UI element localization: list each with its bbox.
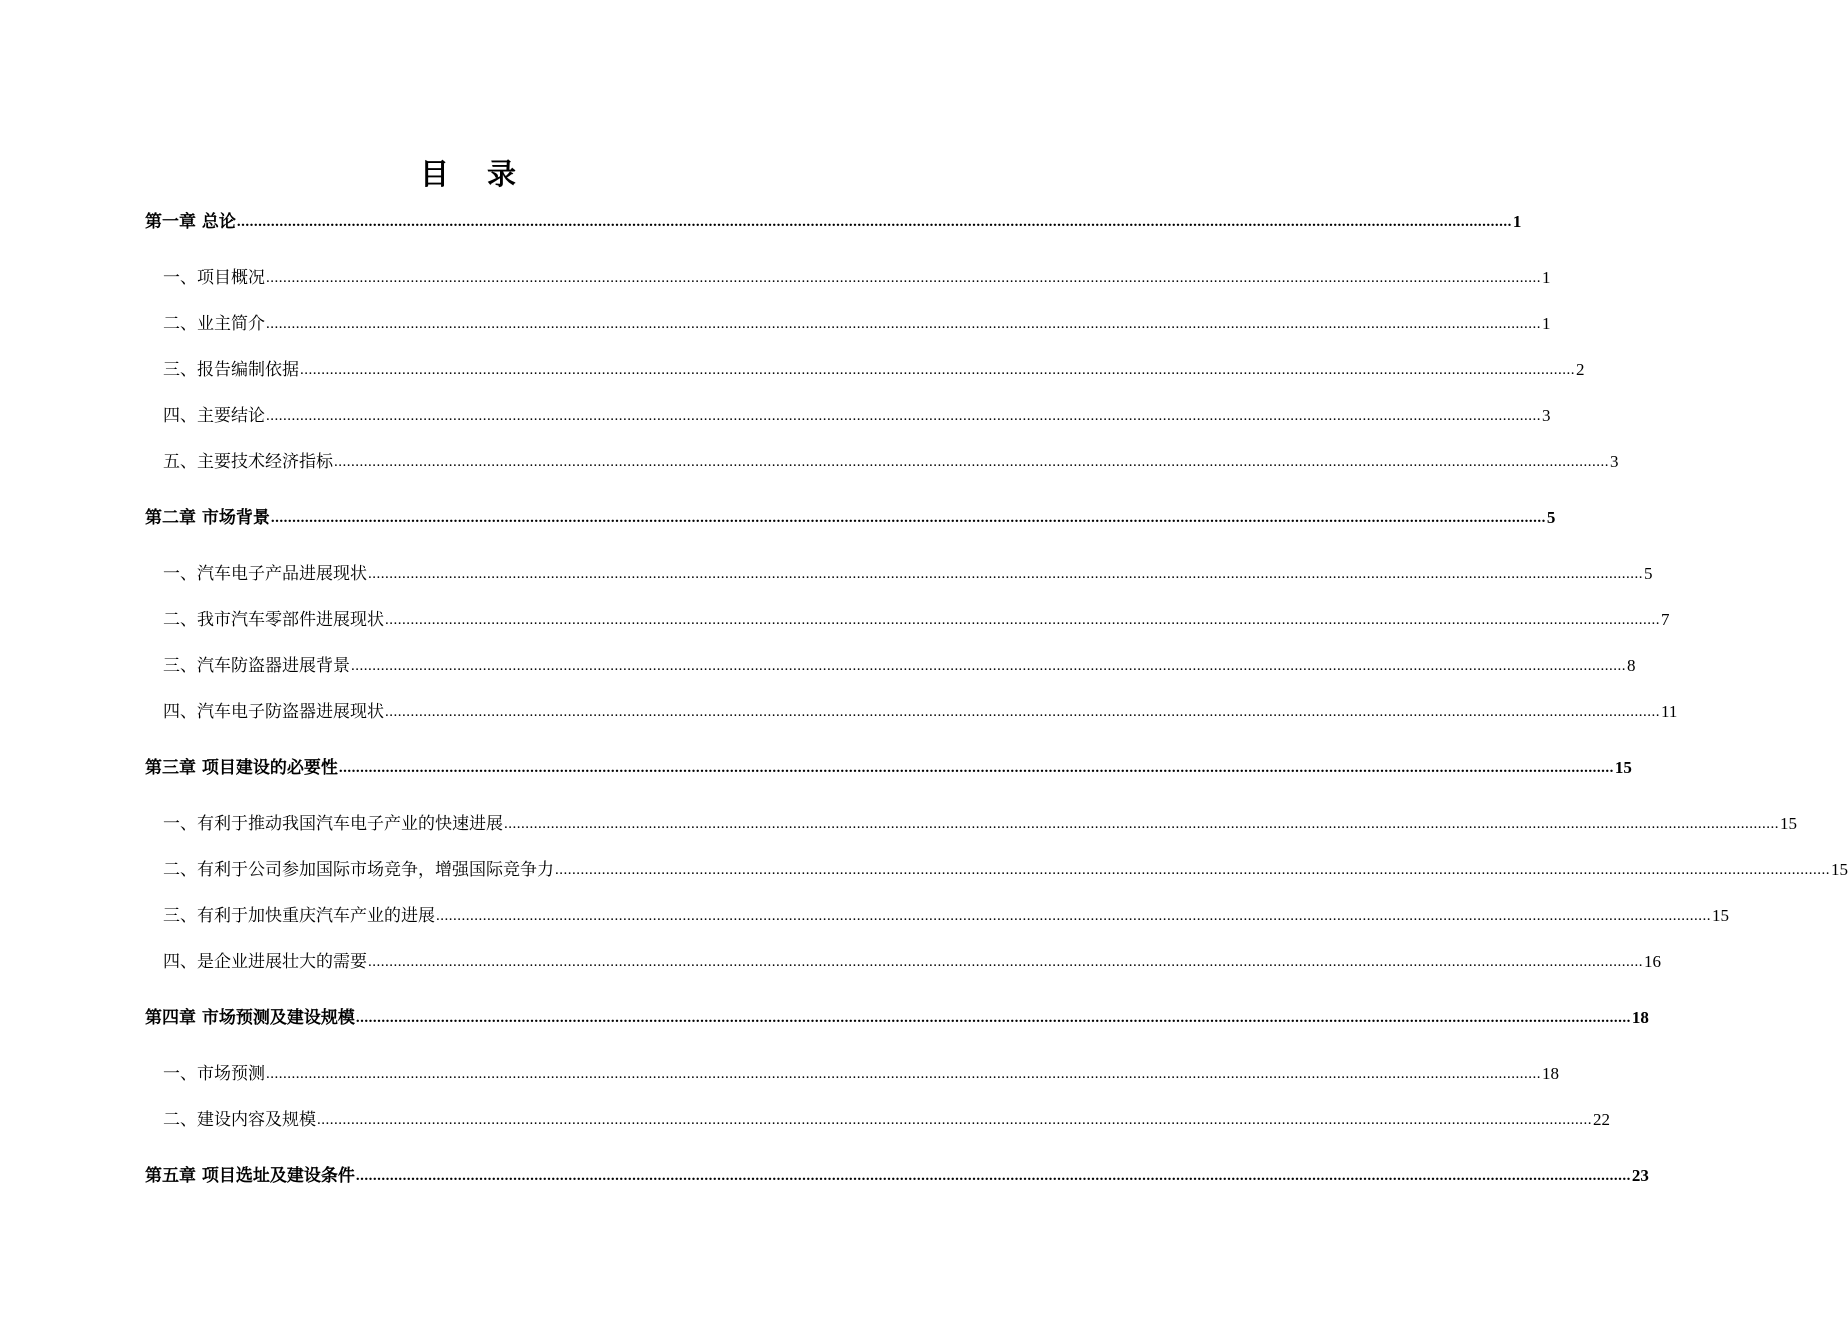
toc-entry[interactable] xyxy=(163,854,1848,880)
toc-entry-page: 1 xyxy=(1542,314,1551,333)
toc-entry[interactable] xyxy=(163,1058,1559,1084)
toc-leader-dots: ............................................................................................................................................................................................................................................................................................................ xyxy=(385,704,1660,720)
toc-entry[interactable] xyxy=(145,752,1632,778)
toc-leader-dots: ............................................................................................................................................................................................................................................................................................................ xyxy=(368,954,1643,970)
toc-entry[interactable] xyxy=(163,808,1797,834)
page-title: 目 录 xyxy=(419,157,531,191)
toc-entry-label: 第四章 市场预测及建设规模 xyxy=(145,1008,355,1028)
toc-entry-label: 一、有利于推动我国汽车电子产业的快速进展 xyxy=(163,814,503,834)
toc-entry[interactable] xyxy=(163,604,1670,630)
toc-leader-dots: ............................................................................................................................................................................................................................................................................................................ xyxy=(338,760,1614,776)
toc-entry-label: 四、主要结论 xyxy=(163,406,265,426)
toc-entry-page: 18 xyxy=(1542,1064,1559,1083)
toc-entry[interactable] xyxy=(163,946,1661,972)
toc-entry[interactable] xyxy=(163,900,1729,926)
toc-leader-dots: ............................................................................................................................................................................................................................................................................................................ xyxy=(266,316,1541,332)
toc-leader-dots: ............................................................................................................................................................................................................................................................................................................ xyxy=(266,408,1541,424)
toc-entry-label: 第二章 市场背景 xyxy=(145,508,270,528)
toc-entry-label: 四、是企业进展壮大的需要 xyxy=(163,952,367,972)
toc-entry-label: 一、汽车电子产品进展现状 xyxy=(163,564,367,584)
toc-entry-label: 第五章 项目选址及建设条件 xyxy=(145,1166,355,1186)
toc-entry-page: 15 xyxy=(1712,906,1729,925)
toc-entry-label: 三、有利于加快重庆汽车产业的进展 xyxy=(163,906,435,926)
toc-entry[interactable] xyxy=(163,1104,1610,1130)
toc-entry[interactable] xyxy=(145,1160,1649,1186)
toc-leader-dots: ............................................................................................................................................................................................................................................................................................................ xyxy=(504,816,1779,832)
toc-leader-dots: ............................................................................................................................................................................................................................................................................................................ xyxy=(236,214,1512,230)
toc-entry-page: 18 xyxy=(1631,1008,1649,1027)
toc-leader-dots: ............................................................................................................................................................................................................................................................................................................ xyxy=(317,1112,1592,1128)
toc-entry-label: 二、我市汽车零部件进展现状 xyxy=(163,610,384,630)
toc-leader-dots: ............................................................................................................................................................................................................................................................................................................ xyxy=(270,510,1546,526)
toc-entry-page: 15 xyxy=(1780,814,1797,833)
toc-entry-page: 5 xyxy=(1644,564,1653,583)
toc-entry[interactable] xyxy=(163,262,1551,288)
toc-entry-label: 一、市场预测 xyxy=(163,1064,265,1084)
toc-leader-dots: ............................................................................................................................................................................................................................................................................................................ xyxy=(385,612,1660,628)
toc-leader-dots: ............................................................................................................................................................................................................................................................................................................ xyxy=(266,1066,1541,1082)
toc-leader-dots: ............................................................................................................................................................................................................................................................................................................ xyxy=(368,566,1643,582)
toc-entry-page: 22 xyxy=(1593,1110,1610,1129)
toc-entry-page: 3 xyxy=(1542,406,1551,425)
toc-entry-page: 1 xyxy=(1512,212,1522,231)
toc-entry[interactable] xyxy=(145,206,1522,232)
toc-entry-label: 四、汽车电子防盗器进展现状 xyxy=(163,702,384,722)
toc-entry-page: 15 xyxy=(1614,758,1632,777)
toc-leader-dots: ............................................................................................................................................................................................................................................................................................................ xyxy=(355,1168,1631,1184)
toc-leader-dots: ............................................................................................................................................................................................................................................................................................................ xyxy=(355,1010,1631,1026)
toc-entry-page: 15 xyxy=(1831,860,1848,879)
toc-entry[interactable] xyxy=(163,696,1678,722)
toc-entry-label: 一、项目概况 xyxy=(163,268,265,288)
toc-entry[interactable] xyxy=(163,354,1585,380)
toc-entry-page: 2 xyxy=(1576,360,1585,379)
toc-entry-label: 第三章 项目建设的必要性 xyxy=(145,758,338,778)
toc-entry-page: 1 xyxy=(1542,268,1551,287)
toc-entry-label: 三、报告编制依据 xyxy=(163,360,299,380)
toc-entry-page: 16 xyxy=(1644,952,1661,971)
toc-entry-label: 二、业主简介 xyxy=(163,314,265,334)
toc-entry-label: 五、主要技术经济指标 xyxy=(163,452,333,472)
toc-leader-dots: ............................................................................................................................................................................................................................................................................................................ xyxy=(436,908,1711,924)
toc-entry-page: 23 xyxy=(1631,1166,1649,1185)
toc-entry[interactable] xyxy=(163,400,1551,426)
toc-leader-dots: ............................................................................................................................................................................................................................................................................................................ xyxy=(266,270,1541,286)
toc-leader-dots: ............................................................................................................................................................................................................................................................................................................ xyxy=(351,658,1626,674)
toc-entry[interactable] xyxy=(163,308,1551,334)
toc-leader-dots: ............................................................................................................................................................................................................................................................................................................ xyxy=(334,454,1609,470)
toc-entry[interactable] xyxy=(145,502,1556,528)
toc-entry[interactable] xyxy=(163,446,1619,472)
toc-entry-label: 二、建设内容及规模 xyxy=(163,1110,316,1130)
toc-leader-dots: ............................................................................................................................................................................................................................................................................................................ xyxy=(555,862,1830,878)
toc-entry-page: 11 xyxy=(1661,702,1678,721)
toc-entry-page: 8 xyxy=(1627,656,1636,675)
toc-entry[interactable] xyxy=(163,558,1653,584)
toc-entry[interactable] xyxy=(145,1002,1649,1028)
toc-entry-label: 二、有利于公司参加国际市场竞争，增强国际竞争力 xyxy=(163,860,554,880)
toc-entry-page: 7 xyxy=(1661,610,1670,629)
toc-entry[interactable] xyxy=(163,650,1636,676)
toc-entry-page: 3 xyxy=(1610,452,1619,471)
toc-entry-label: 三、汽车防盗器进展背景 xyxy=(163,656,350,676)
toc-entry-label: 第一章 总论 xyxy=(145,212,236,232)
toc-entry-page: 5 xyxy=(1546,508,1556,527)
toc-leader-dots: ............................................................................................................................................................................................................................................................................................................ xyxy=(300,362,1575,378)
